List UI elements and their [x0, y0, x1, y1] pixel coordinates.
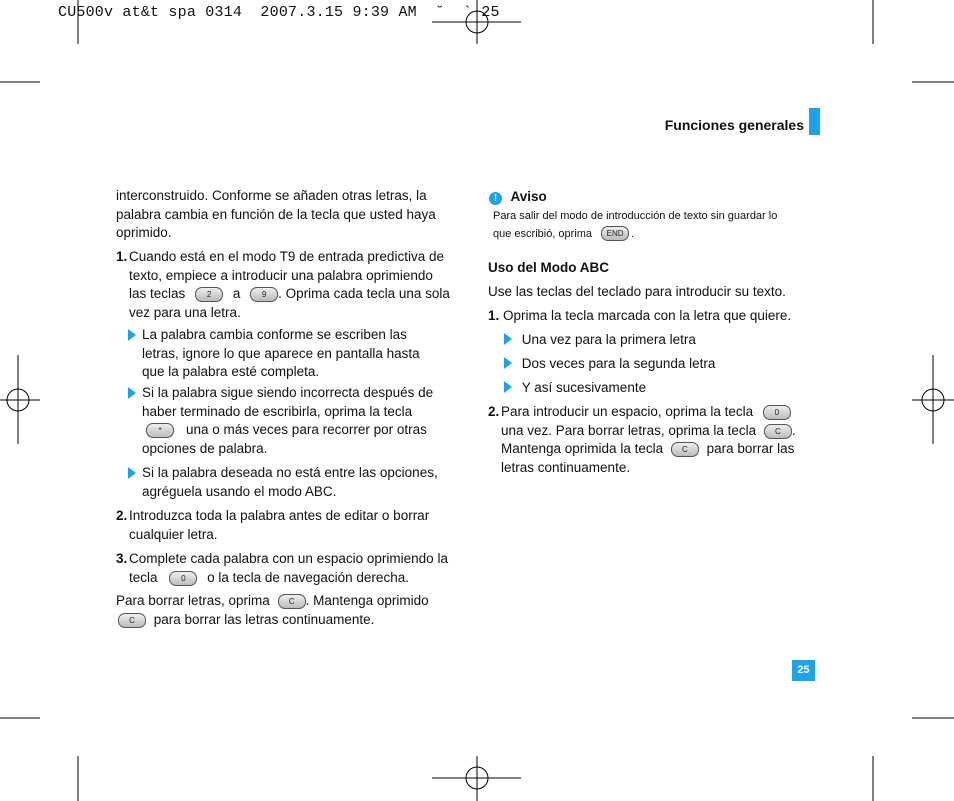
bullet-3: Si la palabra deseada no está entre las opciones, agréguela usando el modo ABC. — [126, 464, 456, 501]
step-text-with-keys: las teclas 2 a 9 . Oprima cada tecla una sola — [129, 286, 450, 302]
bullet-2: Si la palabra sigue siendo incorrecta después de haber terminado de escribirla, oprima la tecla * una o más veces para recorrer por otras opciones de palabra. — [126, 384, 456, 458]
end-key-icon: END — [601, 226, 629, 241]
aviso-text: Para salir del modo de introducción de texto sin guardar lo que escribió, oprima END . — [493, 210, 778, 240]
key-2-icon: 2 — [195, 287, 223, 302]
step-text: Cuando está en el modo T9 de entrada predictiva de — [129, 249, 444, 264]
abc-bullet-3: Y así sucesivamente — [504, 379, 824, 398]
bullet-arrow-icon — [504, 357, 512, 369]
aviso-title: Aviso — [510, 189, 547, 204]
star-key-icon: * — [146, 423, 174, 438]
step-1 — [116, 248, 456, 322]
intro-paragraph — [116, 187, 451, 243]
intro-line: oprimido. — [116, 225, 172, 241]
delete-paragraph: Para borrar letras, oprima C . Mantenga oprimido C para borrar las letras continuamente. — [116, 593, 429, 627]
intro-line: palabra cambia en función de la tecla que usted haya — [116, 206, 436, 222]
abc-step-2: 2. Para introducir un espacio, oprima la tecla 0 una vez. Para borrar letras, oprima la tecla C . Mantenga oprimida la tecla C para borrar las letras continuamente. — [488, 404, 796, 475]
clear-key-icon: C — [671, 442, 699, 457]
bullet-arrow-icon — [128, 467, 136, 479]
abc-bullet-1: Una vez para la primera letra — [504, 331, 824, 350]
warning-icon: ! — [489, 192, 502, 205]
step-2: 2. Introduzca toda la palabra antes de editar o borrar cualquier letra. — [116, 508, 430, 542]
key-0-icon: 0 — [763, 405, 791, 420]
key-0-icon: 0 — [169, 571, 197, 586]
section-tab-marker — [809, 108, 820, 135]
step-number: 2. — [116, 508, 128, 523]
step-number: 1. — [488, 308, 500, 323]
step-text: vez para una letra. — [129, 304, 241, 320]
clear-key-icon: C — [118, 613, 146, 628]
bullet-1: La palabra cambia conforme se escriben las letras, ignore lo que aparece en pantalla hasta que la palabra esté completa. — [126, 326, 456, 382]
bullet-arrow-icon — [128, 329, 136, 341]
key-9-icon: 9 — [250, 287, 278, 302]
abc-title: Uso del Modo ABC — [488, 260, 609, 275]
step-number: 2. — [488, 404, 500, 419]
aviso-heading — [489, 188, 547, 206]
step-3: 3. Complete cada palabra con un espacio oprimiendo la tecla 0 o la tecla de navegación derecha. — [116, 551, 448, 585]
bullet-arrow-icon — [128, 387, 136, 399]
clear-key-icon: C — [278, 594, 306, 609]
page-number: 25 — [792, 660, 815, 681]
abc-step-1: 1. Oprima la tecla marcada con la letra que quiere. — [488, 308, 792, 323]
bullet-arrow-icon — [504, 381, 512, 393]
section-title: Funciones generales — [664, 117, 804, 133]
clear-key-icon: C — [764, 424, 792, 439]
step-number: 1. — [116, 249, 128, 264]
step-number: 3. — [116, 551, 128, 566]
step-text: texto, empiece a introducir una palabra oprimiendo — [129, 267, 433, 283]
abc-bullet-2: Dos veces para la segunda letra — [504, 355, 824, 374]
print-slug: CU500v at&t spa 0314 2007.3.15 9:39 AM ˘ ` 25 — [58, 4, 500, 21]
bullet-arrow-icon — [504, 333, 512, 345]
abc-intro: Use las teclas del teclado para introducir su texto. — [488, 284, 786, 299]
intro-line: interconstruido. Conforme se añaden otras letras, la — [116, 188, 427, 203]
